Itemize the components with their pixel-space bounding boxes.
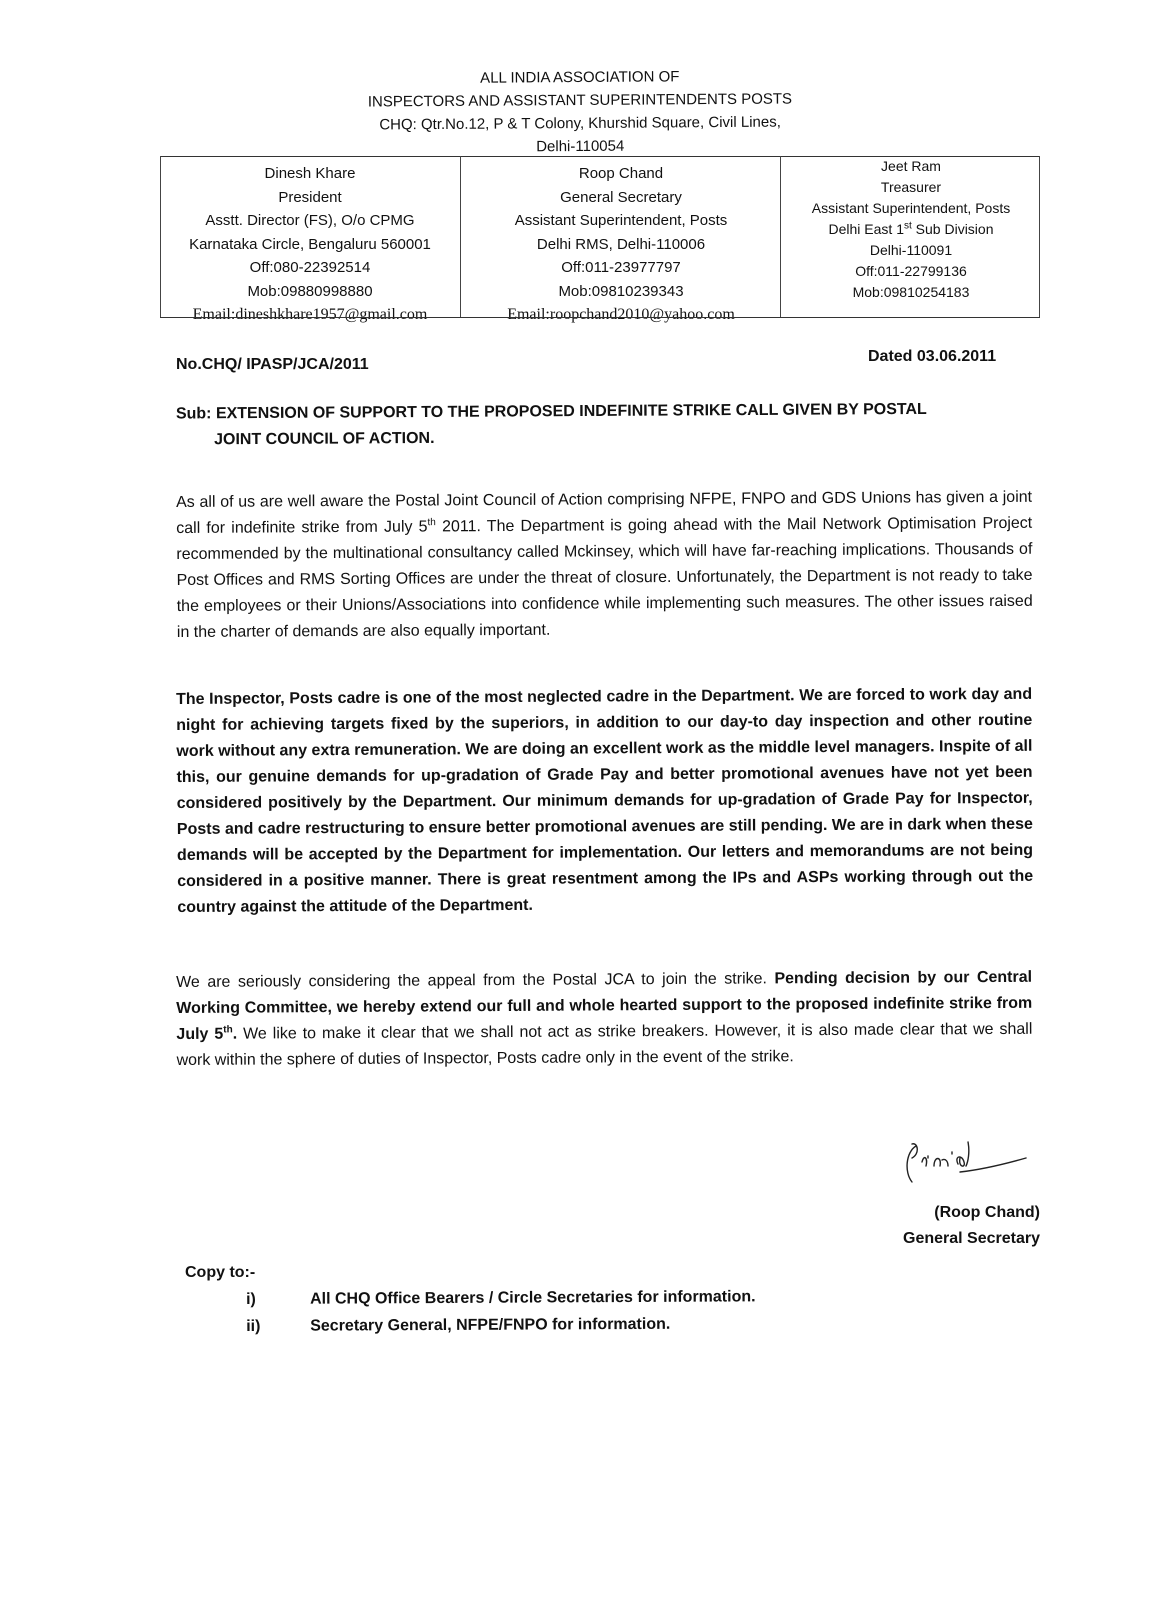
letter-date: Dated 03.06.2011 [868,348,997,365]
letterhead-pincode: Delhi-110054 [536,137,625,156]
letterhead-address: CHQ: Qtr.No.12, P & T Colony, Khurshid Square, Civil Lines, [379,113,781,134]
bearer-name: Dinesh Khare [264,165,356,182]
reference-number: No.CHQ/ IPASP/JCA/2011 [176,356,369,373]
subject [176,396,996,453]
bearer-name: Roop Chand [578,165,664,182]
list-item-number: i) [246,1290,256,1308]
body-paragraph-1: As all of us are well aware the Postal Joint Council of Action comprising NFPE, FNPO and GDS Unions has given a joint call for indefinite strike from July 5th 2011. The Department is going ahead with the Mail Network Optimisation Project recommended by the multinational consultancy called Mckinsey, which will have far-reaching implications. Thousands of Post Offices and RMS Sorting Offices are under the threat of closure. Unfortunately, the Department is not ready to take the employees or their Unions/Associations into confidence while implementing such measures. The other issues raised in the charter of demands are also equally important. [176,488,1033,641]
signatory-name: (Roop Chand) [934,1204,1040,1221]
list-item-text: All CHQ Office Bearers / Circle Secretaries for information. [310,1288,756,1308]
subject-line2: JOINT COUNCIL OF ACTION. [214,429,435,449]
letterhead-org-line2: INSPECTORS AND ASSISTANT SUPERINTENDENTS POSTS [367,90,793,111]
general-secretary-block [462,162,780,327]
list-item [246,1310,756,1340]
list-item-text: Secretary General, NFPE/FNPO for information. [310,1315,671,1335]
bearer-designation: Treasurer [880,179,942,195]
handwritten-signature [898,1132,1038,1192]
column-divider [460,156,461,318]
letterhead-org-line1: ALL INDIA ASSOCIATION OF [480,68,680,87]
subject-line1: Sub: EXTENSION OF SUPPORT TO THE PROPOSED INDEFINITE STRIKE CALL GIVEN BY POSTAL [175,400,927,423]
bearer-email: Email:roopchand2010@yahoo.com [507,306,735,323]
bearer-office-phone: Off:080-22392514 [249,259,371,276]
bearer-office-phone: Off:011-23977797 [561,259,681,276]
bearer-post: Assistant Superintendent, Posts [514,212,728,229]
copy-to-heading: Copy to:- [185,1264,256,1281]
list-item [246,1283,756,1313]
bearer-post: Asstt. Director (FS), O/o CPMG [205,212,415,229]
column-divider [780,156,781,318]
bearer-designation: General Secretary [560,188,682,206]
bearer-city: Delhi-110091 [869,242,953,258]
office-bearers-table [160,152,1040,322]
body-paragraph-3: We are seriously considering the appeal from the Postal JCA to join the strike. Pending decision by our Central Working Committee, we hereby extend our full and whole hearted support to the proposed indefinite strike from July 5th. We like to make it clear that we shall not act as strike breakers. However, it is also made clear that we shall work within the sphere of duties of Inspector, Posts cadre only in the event of the strike. [176,968,1033,1069]
bearer-office-phone: Off:011-22799136 [855,263,967,279]
copy-to-list [246,1283,756,1340]
bearer-mobile: Mob:09810239343 [558,282,684,300]
president-block [160,162,460,327]
signatory [880,1200,1040,1252]
bearer-office: Delhi East 1st Sub Division [828,220,994,237]
bearer-email: Email:dineshkhare1957@gmail.com [192,306,428,323]
bearer-mobile: Mob:09810254183 [852,284,970,300]
treasurer-block [782,156,1040,303]
bearer-office: Delhi RMS, Delhi-110006 [536,235,706,253]
bearer-designation: President [278,188,342,206]
table-bottom-rule [160,317,1040,318]
bearer-post: Assistant Superintendent, Posts [811,200,1011,216]
bearer-name: Jeet Ram [881,158,941,174]
signatory-designation: General Secretary [903,1230,1040,1247]
body-paragraph-2: The Inspector, Posts cadre is one of the most neglected cadre in the Department. We are forced to work day and night for achieving targets fixed by the superiors, in addition to our day-to day inspection and other routine work without any extra remuneration. We are doing an excellent work as the middle level managers. Inspite of all this, our genuine demands for up-gradation of Grade Pay and better promotional avenues have not yet been considered positively by the Department. Our minimum demands for up-gradation of Grade Pay for Inspector, Posts and cadre restructuring to ensure better promotional avenues are still pending. We are in dark when these demands will be accepted by the Department for implementation. Our letters and memorandums are not being considered in a positive manner. There is great resentment among the IPs and ASPs working through out the country against the attitude of the Department. [176,685,1034,916]
bearer-mobile: Mob:09880998880 [247,282,373,300]
list-item-number: ii) [246,1317,261,1335]
bearer-office: Karnataka Circle, Bengaluru 560001 [189,235,431,253]
letterhead [330,64,831,159]
